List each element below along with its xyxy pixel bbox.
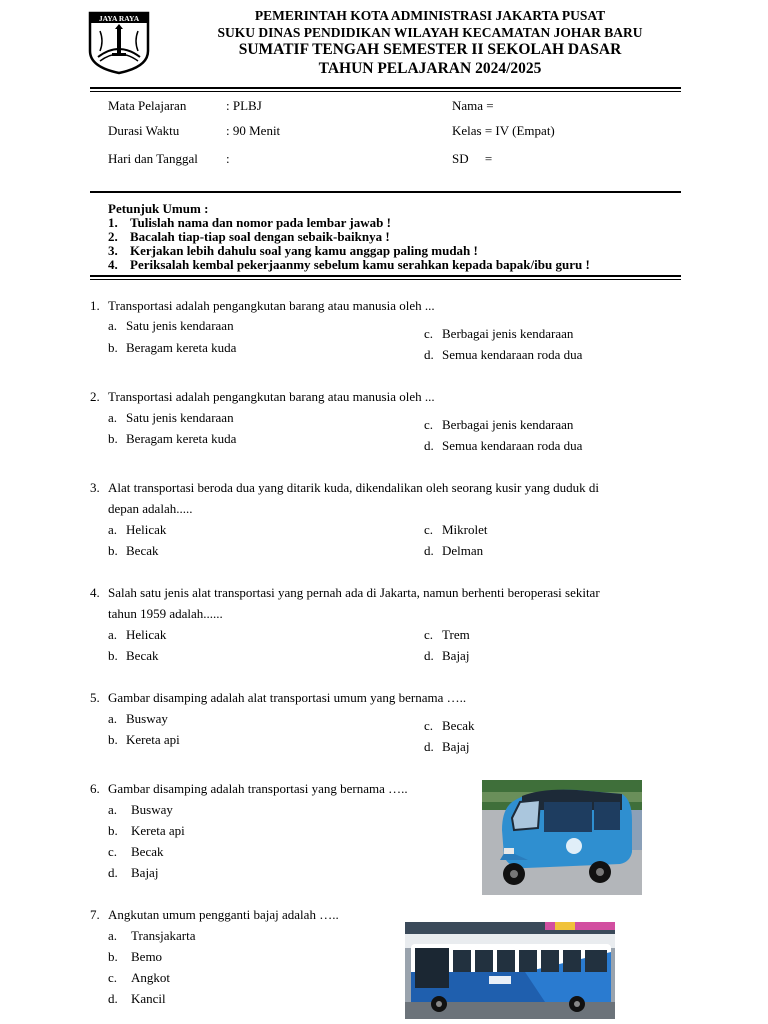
question-number: 7. [90,907,100,922]
option-text: Semua kendaraan roda dua [442,347,583,362]
option-d [424,543,483,559]
question-text: Transportasi adalah pengangkutan barang atau manusia oleh ... [108,389,435,404]
question-number: 3. [90,480,100,495]
instruction-number: 3. [108,243,118,258]
option-letter: c. [424,718,434,733]
option-d [424,739,469,755]
option-text: Angkot [131,970,170,985]
option-a [108,627,166,643]
option-letter: d. [108,991,118,1006]
option-text: Berbagai jenis kendaraan [442,417,574,432]
option-d [424,648,469,664]
option-d [108,865,158,881]
question-text: Alat transportasi beroda dua yang ditarik kuda, dikendalikan oleh seorang kusir yang duduk di [108,480,599,495]
transjakarta-bus-photo [405,922,615,1019]
option-text: Becak [131,844,164,859]
option-letter: a. [108,522,118,537]
question-number: 5. [90,690,100,705]
option-d [424,347,582,363]
option-c [108,970,170,986]
class-field: Kelas = IV (Empat) [452,123,555,138]
student-name-field: Nama = [452,98,494,113]
bajaj-photo [482,780,642,895]
option-letter: d. [424,739,434,754]
instruction-text: Periksalah kembal pekerjaanmy sebelum kamu serahkan kepada bapak/ibu guru ! [130,257,590,272]
option-c [424,417,573,433]
option-letter: a. [108,802,118,817]
option-a [108,410,234,426]
option-c [424,627,470,643]
option-b [108,543,158,559]
option-text: Transjakarta [131,928,196,943]
option-text: Satu jenis kendaraan [126,410,234,425]
option-text: Beragam kereta kuda [126,340,237,355]
question-text: Gambar disamping adalah alat transportasi umum yang bernama ….. [108,690,467,705]
option-text: Bajaj [131,865,159,880]
subject-value: : PLBJ [226,98,262,113]
option-text: Kancil [131,991,166,1006]
option-d [424,438,582,454]
option-letter: b. [108,949,118,964]
question-number: 6. [90,781,100,796]
question-text: Salah satu jenis alat transportasi yang pernah ada di Jakarta, namun berhenti beroperasi sekitar [108,585,600,600]
option-text: Bemo [131,949,163,964]
option-letter: a. [108,711,118,726]
option-text: Kereta api [131,823,185,838]
option-letter: b. [108,340,118,355]
instruction-item [108,257,590,273]
option-b [108,340,236,356]
option-b [108,949,162,965]
question-text: Transportasi adalah pengangkutan barang atau manusia oleh ... [108,298,435,313]
option-c [108,844,163,860]
question-text: tahun 1959 adalah...... [108,606,223,621]
option-letter: c. [424,522,434,537]
option-b [108,431,236,447]
question-text: Gambar disamping adalah transportasi yang bernama ….. [108,781,408,796]
option-letter: d. [424,648,434,663]
option-text: Becak [442,718,475,733]
duration-value: : 90 Menit [226,123,281,138]
option-letter: c. [424,417,434,432]
option-a [108,318,234,334]
option-a [108,928,196,944]
option-letter: a. [108,318,118,333]
option-letter: c. [108,970,118,985]
option-c [424,718,474,734]
option-text: Busway [131,802,173,817]
header-line-exam-title: SUMATIF TENGAH SEMESTER II SEKOLAH DASAR [238,41,622,58]
option-letter: d. [424,347,434,362]
option-text: Busway [126,711,168,726]
option-text: Bajaj [442,739,470,754]
option-a [108,522,166,538]
instructions-divider [90,275,681,277]
option-letter: d. [424,438,434,453]
instruction-text: Tulislah nama dan nomor pada lembar jawab ! [130,215,391,230]
option-letter: d. [108,865,118,880]
option-text: Semua kendaraan roda dua [442,438,583,453]
header-line-education-office: SUKU DINAS PENDIDIKAN WILAYAH KECAMATAN JOHAR BARU [217,25,643,40]
instruction-number: 4. [108,257,118,272]
option-b [108,648,158,664]
header-line-school-year: TAHUN PELAJARAN 2024/2025 [318,60,542,77]
option-letter: b. [108,732,118,747]
question-number: 2. [90,389,100,404]
instructions-title: Petunjuk Umum : [108,201,209,216]
option-text: Bajaj [442,648,470,663]
option-text: Helicak [126,522,167,537]
instruction-text: Kerjakan lebih dahulu soal yang kamu anggap paling mudah ! [130,243,478,258]
school-field: SD = [452,151,493,166]
option-d [108,991,166,1007]
option-letter: a. [108,928,118,943]
header-divider [90,87,681,89]
option-text: Beragam kereta kuda [126,431,237,446]
instructions-divider-thin [90,279,681,280]
option-text: Becak [126,543,159,558]
question-text: Angkutan umum pengganti bajaj adalah ….. [108,907,339,922]
option-a [108,802,173,818]
option-letter: b. [108,648,118,663]
option-text: Mikrolet [442,522,488,537]
option-c [424,326,573,342]
duration-label: Durasi Waktu [108,123,180,138]
svg-text:JAYA RAYA: JAYA RAYA [98,14,140,23]
option-text: Helicak [126,627,167,642]
option-c [424,522,488,538]
option-text: Delman [442,543,484,558]
question-text: depan adalah..... [108,501,193,516]
option-letter: c. [424,627,434,642]
option-letter: d. [424,543,434,558]
option-text: Satu jenis kendaraan [126,318,234,333]
instruction-text: Bacalah tiap-tiap soal dengan sebaik-baiknya ! [130,229,390,244]
option-letter: c. [108,844,118,859]
option-letter: a. [108,410,118,425]
option-text: Berbagai jenis kendaraan [442,326,574,341]
option-text: Trem [442,627,470,642]
instruction-number: 1. [108,215,118,230]
option-letter: c. [424,326,434,341]
option-text: Becak [126,648,159,663]
option-text: Kereta api [126,732,180,747]
date-value: : [226,151,230,166]
option-letter: b. [108,823,118,838]
option-b [108,732,180,748]
option-letter: a. [108,627,118,642]
jakarta-emblem-icon [86,11,152,75]
subject-label: Mata Pelajaran [108,98,187,113]
option-a [108,711,168,727]
option-letter: b. [108,431,118,446]
info-divider [90,191,681,193]
option-b [108,823,185,839]
instruction-number: 2. [108,229,118,244]
question-number: 4. [90,585,100,600]
question-number: 1. [90,298,100,313]
date-label: Hari dan Tanggal [108,151,198,166]
header-line-government: PEMERINTAH KOTA ADMINISTRASI JAKARTA PUSAT [254,8,606,23]
option-letter: b. [108,543,118,558]
header-divider-thin [90,91,681,92]
